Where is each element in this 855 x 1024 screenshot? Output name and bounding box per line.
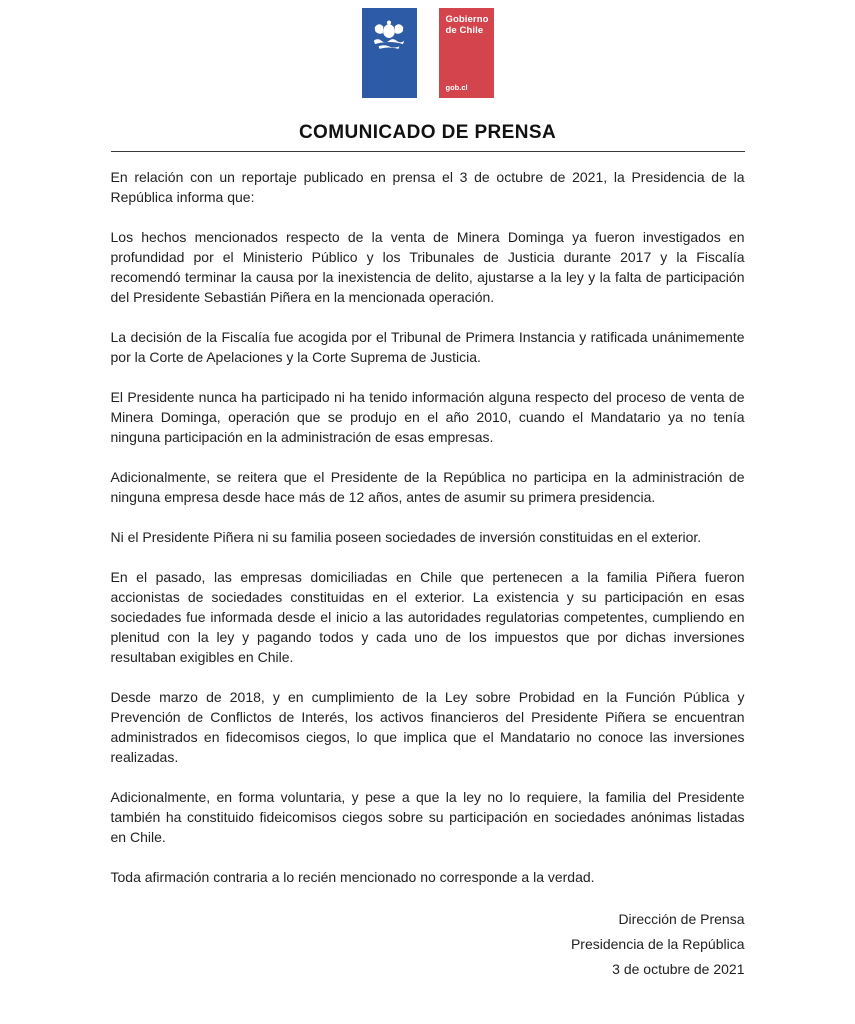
gobcl-label: gob.cl [445, 83, 468, 92]
gobierno-logo-line2: de Chile [445, 24, 484, 36]
title-divider [111, 151, 745, 152]
signature-department: Dirección de Prensa [618, 911, 745, 927]
press-release-body [111, 167, 745, 887]
body-paragraph-5: Adicionalmente, se reitera que el Presidente de la República no participa en la administración de ninguna empresa desde hace más de 12 años, antes de asumir su primera presidencia. [110, 469, 745, 505]
body-paragraph-4: El Presidente nunca ha participado ni ha tenido información alguna respecto del proceso de venta de Minera Dominga, operación que se produjo en el año 2010, cuando el Mandatario ya no tenía ninguna participación en la administración de esas empresas. [110, 389, 745, 445]
body-paragraph-1: En relación con un reportaje publicado en prensa el 3 de octubre de 2021, la Presidencia de la República informa que: [110, 169, 745, 205]
body-paragraph-3: La decisión de la Fiscalía fue acogida por el Tribunal de Primera Instancia y ratificada unánimemente por la Corte de Apelaciones y la Corte Suprema de Justicia. [110, 329, 745, 365]
body-paragraph-8: Desde marzo de 2018, y en cumplimiento de la Ley sobre Probidad en la Función Pública y Prevención de Conflictos de Interés, los activos financieros del Presidente Piñera se encuentran administrados en fidecomisos ciegos, lo que implica que el Mandatario no conoce las inversiones realizadas. [110, 689, 745, 765]
body-paragraph-7: En el pasado, las empresas domiciliadas en Chile que pertenecen a la familia Piñera fueron accionistas de sociedades constituidas en el exterior. La existencia y su participación en esas sociedades fue informada desde el inicio a las autoridades regulatorias competentes, cumpliendo en plenitud con la ley y pagando todos y cada uno de los impuestos que por dichas inversiones resultaban exigibles en Chile. [110, 569, 745, 665]
gobierno-de-chile-logo [439, 8, 494, 98]
body-paragraph-9: Adicionalmente, en forma voluntaria, y pese a que la ley no lo requiere, la familia del Presidente también ha constituido fideicomisos ciegos sobre su participación en sociedades anónimas listadas en Chile. [110, 789, 745, 845]
page-title: COMUNICADO DE PRENSA [298, 122, 557, 143]
body-paragraph-6: Ni el Presidente Piñera ni su familia poseen sociedades de inversión constituidas en el exterior. [110, 529, 702, 545]
body-paragraph-10: Toda afirmación contraria a lo recién mencionado no corresponde a la verdad. [110, 869, 595, 885]
signature-block [111, 907, 745, 982]
signature-date: 3 de octubre de 2021 [612, 961, 745, 977]
signature-institution: Presidencia de la República [570, 936, 745, 952]
government-logos [0, 0, 855, 98]
body-paragraph-2: Los hechos mencionados respecto de la venta de Minera Dominga ya fueron investigados en profundidad por el Ministerio Público y los Tribunales de Justicia durante 2017 y la Fiscalía recomendó terminar la causa por la inexistencia de delito, ajustarse a la ley y la falta de participación del Presidente Sebastián Piñera en la mencionada operación. [110, 229, 745, 305]
escudo-de-chile-icon [370, 18, 408, 52]
gobierno-logo-line1: Gobierno [445, 14, 489, 25]
chile-coat-of-arms-logo [362, 8, 417, 98]
